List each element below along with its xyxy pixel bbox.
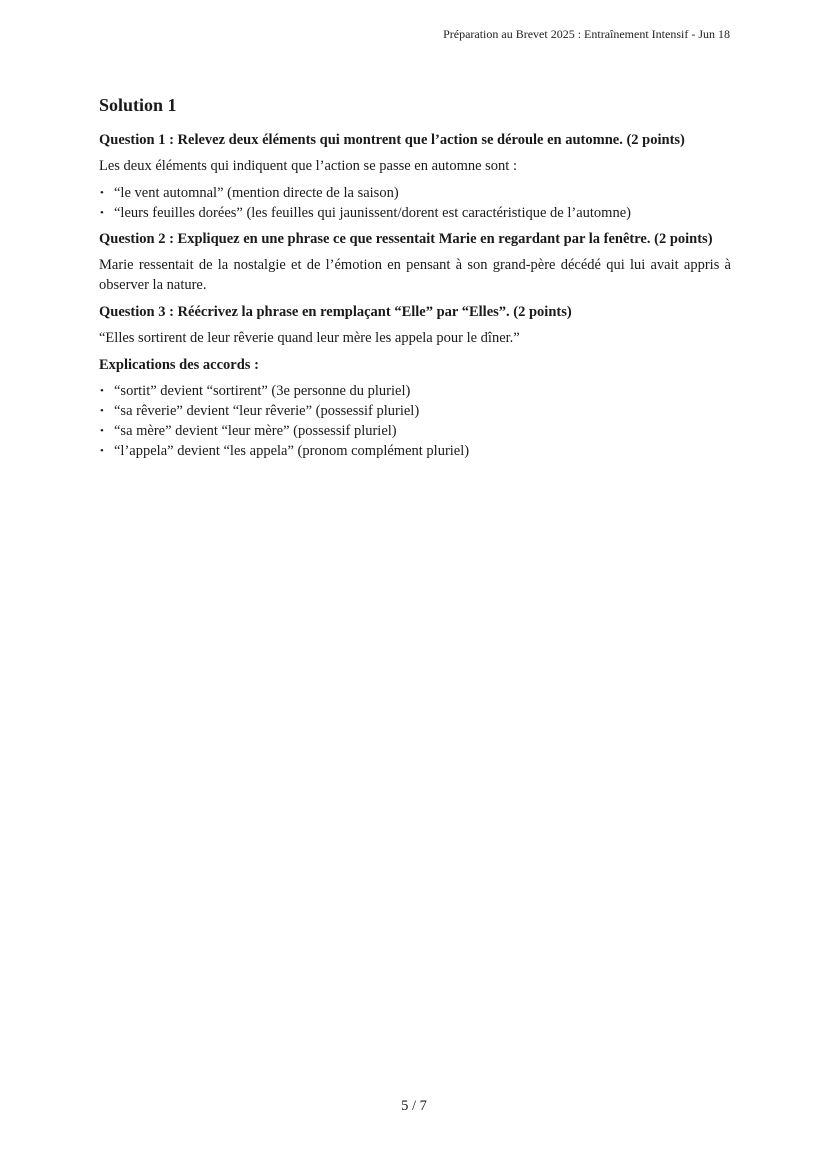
list-item-text: “l’appela” devient “les appela” (pronom complément pluriel) (114, 443, 470, 459)
question-3-answer: “Elles sortirent de leur rêverie quand leur mère les appela pour le dîner.” (99, 330, 520, 346)
bullet-icon: • (100, 385, 104, 397)
question-1-list (99, 183, 731, 223)
solution-title: Solution 1 (99, 95, 177, 115)
list-item (99, 421, 731, 441)
list-item-text: “le vent automnal” (mention directe de la saison) (114, 185, 399, 201)
list-item (99, 203, 731, 223)
explanations-list (99, 381, 731, 461)
list-item-text: “sortit” devient “sortirent” (3e personne du pluriel) (114, 383, 411, 399)
list-item (99, 401, 731, 421)
question-1-heading: Question 1 : Relevez deux éléments qui montrent que l’action se déroule en automne. (2 points) (99, 132, 685, 148)
explanations-heading: Explications des accords : (99, 357, 259, 373)
question-2-answer: Marie ressentait de la nostalgie et de l’émotion en pensant à son grand-père décédé qui lui avait appris à observer la nature. (99, 257, 731, 293)
list-item (99, 183, 731, 203)
bullet-icon: • (100, 405, 104, 417)
list-item-text: “sa rêverie” devient “leur rêverie” (possessif pluriel) (114, 403, 420, 419)
question-2-heading: Question 2 : Expliquez en une phrase ce que ressentait Marie en regardant par la fenêtre. (2 points) (99, 231, 713, 247)
bullet-icon: • (100, 445, 104, 457)
running-header: Préparation au Brevet 2025 : Entraînement Intensif - Jun 18 (443, 27, 730, 41)
bullet-icon: • (100, 425, 104, 437)
list-item (99, 441, 731, 461)
list-item-text: “leurs feuilles dorées” (les feuilles qui jaunissent/dorent est caractéristique de l’automne) (114, 205, 631, 221)
question-3-heading: Question 3 : Réécrivez la phrase en remplaçant “Elle” par “Elles”. (2 points) (99, 304, 572, 320)
list-item (99, 381, 731, 401)
solution-content (99, 92, 731, 467)
list-item-text: “sa mère” devient “leur mère” (possessif pluriel) (114, 423, 397, 439)
page-number: 5 / 7 (401, 1098, 427, 1114)
question-1-intro: Les deux éléments qui indiquent que l’action se passe en automne sont : (99, 158, 517, 174)
bullet-icon: • (100, 207, 104, 219)
bullet-icon: • (100, 187, 104, 199)
